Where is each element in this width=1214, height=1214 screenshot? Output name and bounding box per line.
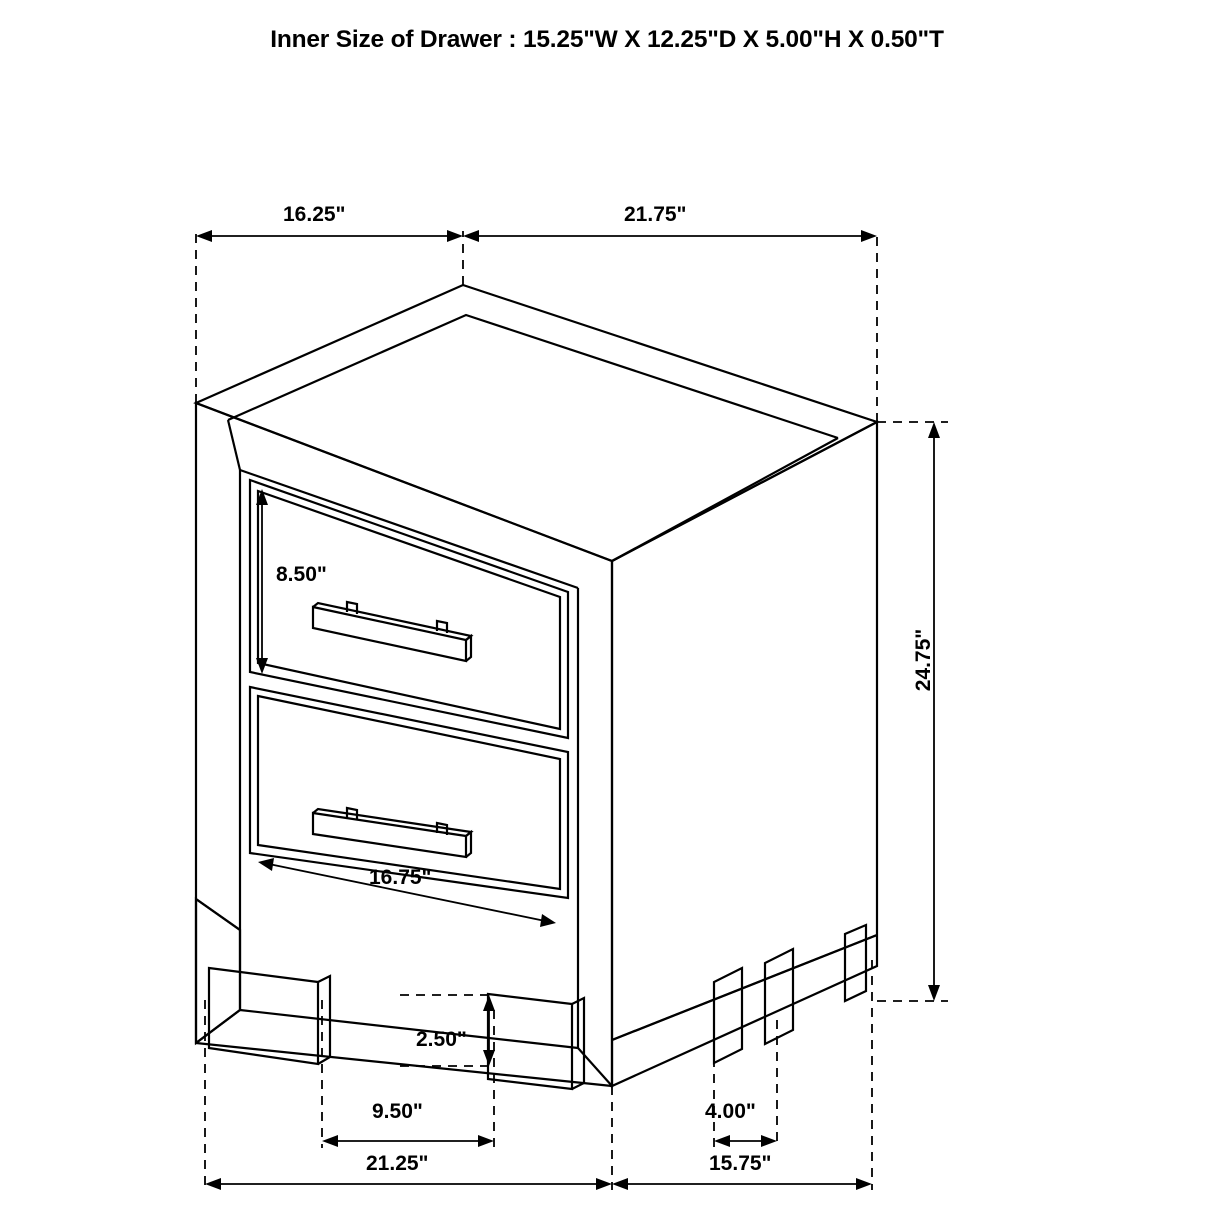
dim-label-overall-depth: 15.75" bbox=[709, 1152, 772, 1175]
ext-lines-leg-width bbox=[714, 1020, 777, 1148]
cabinet-base bbox=[196, 899, 877, 1043]
dim-label-leg-height: 2.50" bbox=[416, 1028, 467, 1051]
handle-upper bbox=[313, 602, 471, 661]
dim-label-top-left-width: 16.25" bbox=[283, 203, 346, 226]
handle-lower bbox=[313, 808, 471, 857]
drawer-upper bbox=[250, 480, 568, 738]
cabinet-top bbox=[196, 285, 877, 561]
legs bbox=[209, 925, 866, 1089]
dim-label-overall-width: 21.25" bbox=[366, 1152, 429, 1175]
page-title: Inner Size of Drawer : 15.25"W X 12.25"D X 5.00"H X 0.50"T bbox=[270, 26, 944, 53]
dim-label-top-right-depth: 21.75" bbox=[624, 203, 687, 226]
ext-lines-top bbox=[196, 231, 877, 422]
dim-label-overall-height: 24.75" bbox=[912, 628, 935, 692]
ext-lines-bottom bbox=[205, 960, 872, 1190]
dim-label-leg-span-front: 9.50" bbox=[372, 1100, 423, 1123]
dim-label-leg-width-side: 4.00" bbox=[705, 1100, 756, 1123]
dim-label-drawer-width: 16.75" bbox=[369, 866, 432, 889]
dim-label-drawer-height: 8.50" bbox=[276, 563, 327, 586]
ext-lines-right bbox=[877, 422, 948, 1001]
